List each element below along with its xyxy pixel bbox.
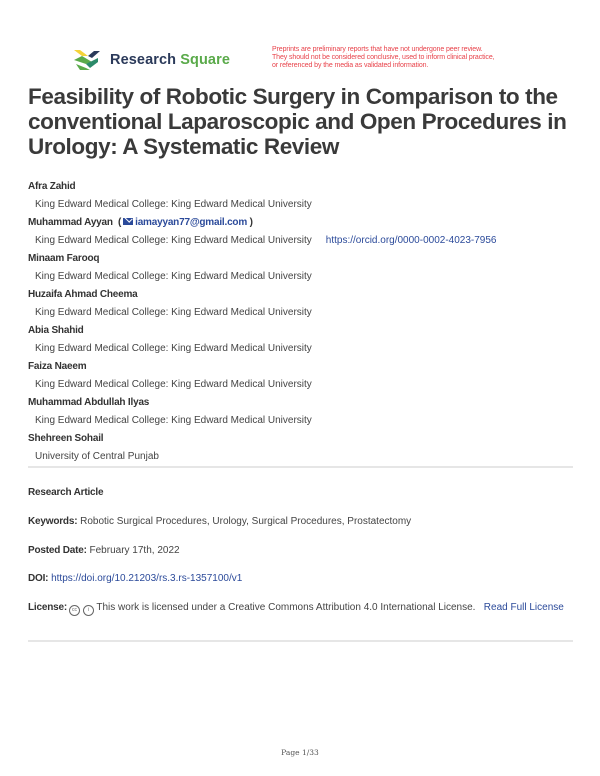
logo-text: Research Square: [110, 52, 230, 68]
author-affiliation: King Edward Medical College: King Edward Medical University: [35, 415, 312, 426]
author-name: Huzaifa Ahmad Cheema: [28, 289, 138, 300]
author-affiliation: King Edward Medical College: King Edward Medical University: [35, 343, 312, 354]
author-name: Faiza Naeem: [28, 361, 87, 372]
author-affiliation: King Edward Medical College: King Edward Medical University: [35, 379, 312, 390]
mail-icon: [123, 218, 133, 225]
paper-title: Feasibility of Robotic Surgery in Comparison to the conventional Laparoscopic and Open Procedures in Urology: A Systematic Review: [28, 84, 567, 159]
divider: [28, 466, 573, 468]
author-name: Shehreen Sohail: [28, 433, 104, 444]
author-name: Muhammad Ayyan ( iamayyan77@gmail.com ): [28, 217, 253, 228]
keywords: Keywords: Robotic Surgical Procedures, Urology, Surgical Procedures, Prostatectomy: [28, 516, 412, 527]
page-number: Page 1/33: [281, 748, 319, 757]
creative-commons-icon: cc: [69, 605, 80, 616]
preprint-notice: Preprints are preliminary reports that have not undergone peer review. They should not be considered conclusive, used to inform clinical practice, or referenced by the media as validated information.: [272, 46, 495, 70]
posted-date: Posted Date: February 17th, 2022: [28, 545, 180, 556]
attribution-icon: i: [83, 605, 94, 616]
doi: DOI: https://doi.org/10.21203/rs.3.rs-1357100/v1: [28, 573, 243, 584]
author-name: Minaam Farooq: [28, 253, 100, 264]
header: [72, 46, 532, 76]
license: License: cc i This work is licensed under a Creative Commons Attribution 4.0 International License. Read Full License: [28, 600, 573, 616]
author-affiliation: King Edward Medical College: King Edward Medical University: [35, 271, 312, 282]
orcid-link[interactable]: https://orcid.org/0000-0002-4023-7956: [325, 235, 497, 246]
author-affiliation: King Edward Medical College: King Edward Medical University https://orcid.org/0000-0002-4023-7956: [35, 235, 497, 246]
article-type: Research Article: [28, 487, 104, 498]
read-full-license-link[interactable]: Read Full License: [483, 602, 564, 613]
author-affiliation: King Edward Medical College: King Edward Medical University: [35, 307, 312, 318]
author-list: [28, 178, 588, 466]
research-square-logo[interactable]: [72, 48, 230, 72]
author-affiliation: University of Central Punjab: [35, 451, 159, 462]
author-name: Muhammad Abdullah Ilyas: [28, 397, 150, 408]
author-affiliation: King Edward Medical College: King Edward Medical University: [35, 199, 312, 210]
author-email-link[interactable]: iamayyan77@gmail.com: [135, 217, 248, 228]
divider: [28, 640, 573, 642]
author-name: Abia Shahid: [28, 325, 84, 336]
author-name: Afra Zahid: [28, 181, 76, 192]
doi-link[interactable]: https://doi.org/10.21203/rs.3.rs-1357100/v1: [51, 573, 243, 584]
research-square-logo-icon: [72, 48, 102, 72]
